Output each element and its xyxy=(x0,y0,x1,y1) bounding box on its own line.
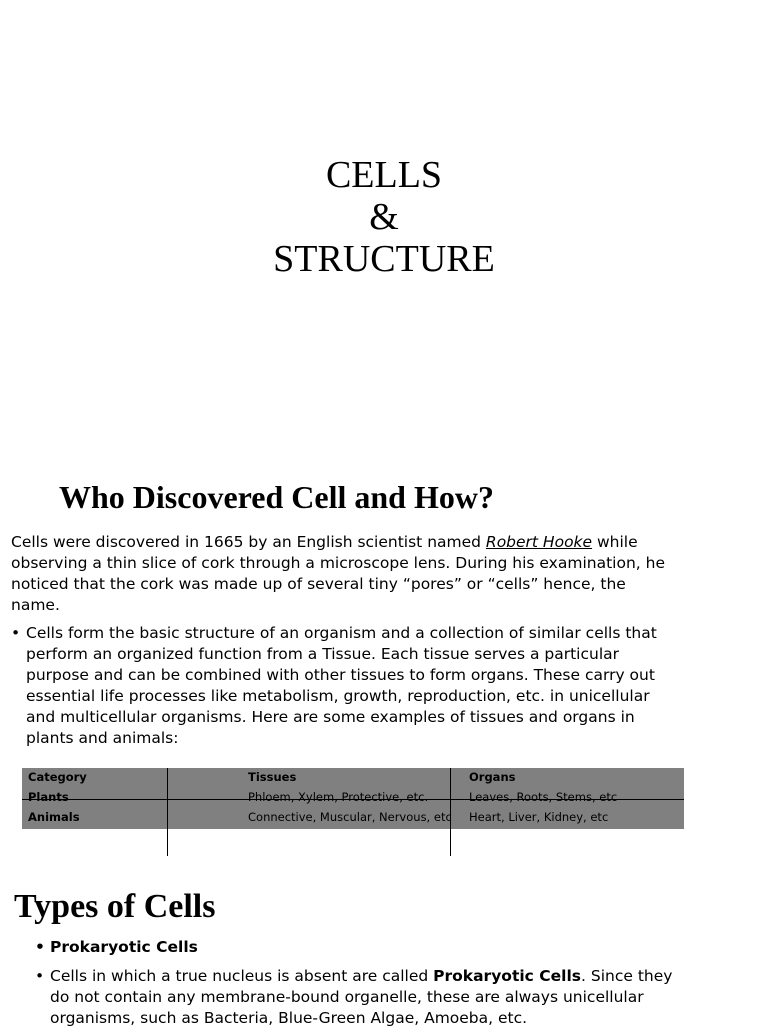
prok-text-before: Cells in which a true nucleus is absent are called xyxy=(50,967,434,985)
slide-title xyxy=(0,154,768,280)
table-cell-plant-tissues: Phloem, Xylem, Protective, etc. xyxy=(248,790,429,804)
table-header-organs: Organs xyxy=(469,770,516,784)
title-line-ampersand: & xyxy=(369,196,399,238)
table-header-tissues: Tissues xyxy=(248,770,297,784)
bullet-dot-icon: • xyxy=(11,624,21,642)
prokaryotic-heading-bullet xyxy=(35,937,690,958)
discovery-heading: Who Discovered Cell and How? xyxy=(59,479,494,515)
table-cell-animal-tissues: Connective, Muscular, Nervous, etc xyxy=(248,810,452,824)
title-line-structure: STRUCTURE xyxy=(273,238,495,280)
title-line-cells: CELLS xyxy=(325,154,443,196)
bullet-dot-icon: • xyxy=(35,938,45,956)
robert-hooke-link[interactable]: Robert Hooke xyxy=(485,533,593,551)
table-cell-animals: Animals xyxy=(28,810,80,824)
bullet-dot-icon: • xyxy=(35,967,45,985)
intro-text-after: while observing a thin slice of cork through a microscope lens. During his examination, he noticed that the cork was made up of several tiny “pores” or “cells” hence, the name. xyxy=(11,533,665,614)
table-header-category: Category xyxy=(28,770,87,784)
types-heading: Types of Cells xyxy=(14,888,216,925)
prok-term: Prokaryotic Cells xyxy=(433,967,582,985)
tissues-organs-table xyxy=(22,768,684,856)
tissue-bullet-text: Cells form the basic structure of an organism and a collection of similar cells that perform an organized function from a Tissue. Each tissue serves a particular purpose and can be combined with other tissues to form organs. These carry out essential life processes like metabolism, growth, reproduction, etc. in unicellular and multicellular organisms. Here are some examples of tissues and organs in plants and animals: xyxy=(26,624,657,747)
table-cell-plants: Plants xyxy=(28,790,69,804)
prokaryotic-heading-text: Prokaryotic Cells xyxy=(50,938,198,956)
table-cell-animal-organs: Heart, Liver, Kidney, etc xyxy=(469,810,609,824)
intro-text-before: Cells were discovered in 1665 by an English scientist named xyxy=(11,533,486,551)
discovery-intro-paragraph xyxy=(11,532,671,616)
prok-text-after: . Since they do not contain any membrane-bound organelle, these are always unicellular organisms, such as Bacteria, Blue-Green Algae, Amoeba, etc. xyxy=(50,967,673,1027)
prokaryotic-definition-bullet xyxy=(35,966,690,1029)
tissue-bullet xyxy=(11,623,662,749)
table-cell-plant-organs: Leaves, Roots, Stems, etc xyxy=(469,790,618,804)
